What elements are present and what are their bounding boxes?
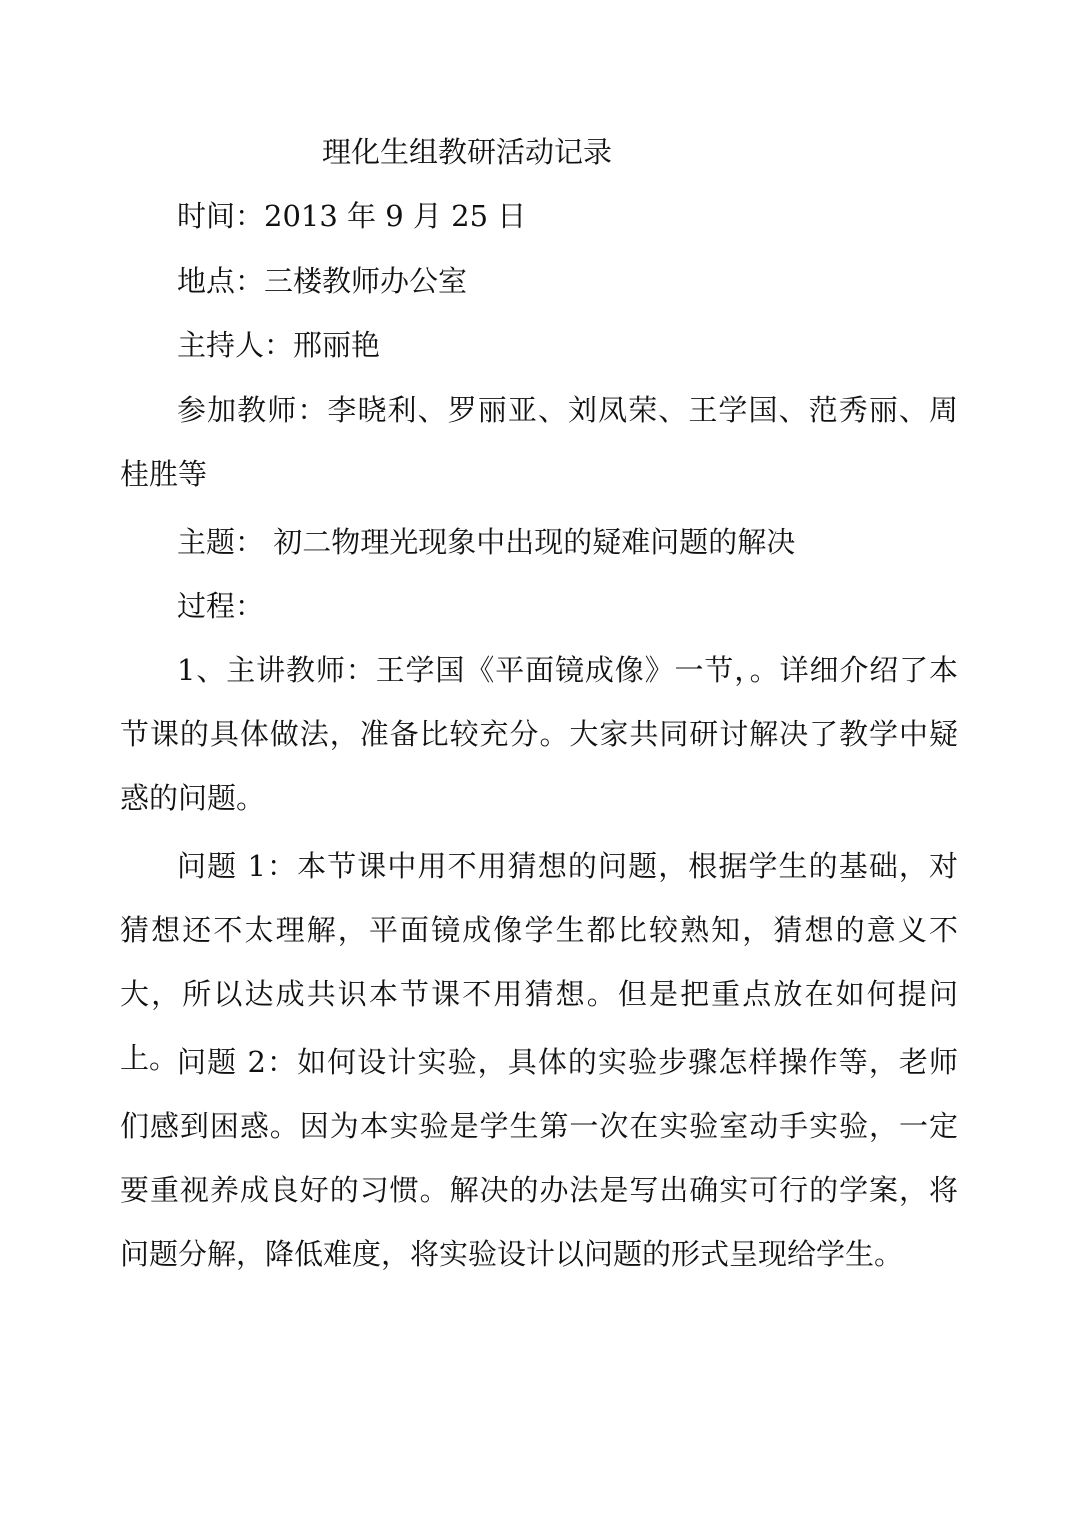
meeting-place: 地点：三楼教师办公室 <box>177 264 468 298</box>
process-label: 过程： <box>177 589 265 623</box>
problem-1-paragraph: 问题 1：本节课中用不用猜想的问题，根据学生的基础，对猜想还不太理解，平面镜成像学生都比较熟知，猜想的意义不大，所以达成共识本节课不用猜想。但是把重点放在如何提问上。 <box>120 849 958 1075</box>
meeting-host: 主持人：邢丽艳 <box>177 328 381 362</box>
meeting-time: 时间：2013 年 9 月 25 日 <box>177 199 527 233</box>
participants-paragraph: 参加教师：李晓利、罗丽亚、刘凤荣、王学国、范秀丽、周桂胜等 <box>120 393 958 491</box>
problem-2-paragraph: 问题 2：如何设计实验，具体的实验步骤怎样操作等，老师们感到困惑。因为本实验是学生第一次在实验室动手实验，一定要重视养成良好的习惯。解决的办法是写出确实可行的学案，将问题分解，降低难度，将实验设计以问题的形式呈现给学生。 <box>120 1045 958 1271</box>
meeting-topic: 主题： 初二物理光现象中出现的疑难问题的解决 <box>177 525 796 559</box>
document-title: 理化生组教研活动记录 <box>322 135 613 169</box>
process-paragraph-1: 1、主讲教师：王学国《平面镜成像》一节，。详细介绍了本节课的具体做法，准备比较充分。大家共同研讨解决了教学中疑惑的问题。 <box>120 653 958 815</box>
